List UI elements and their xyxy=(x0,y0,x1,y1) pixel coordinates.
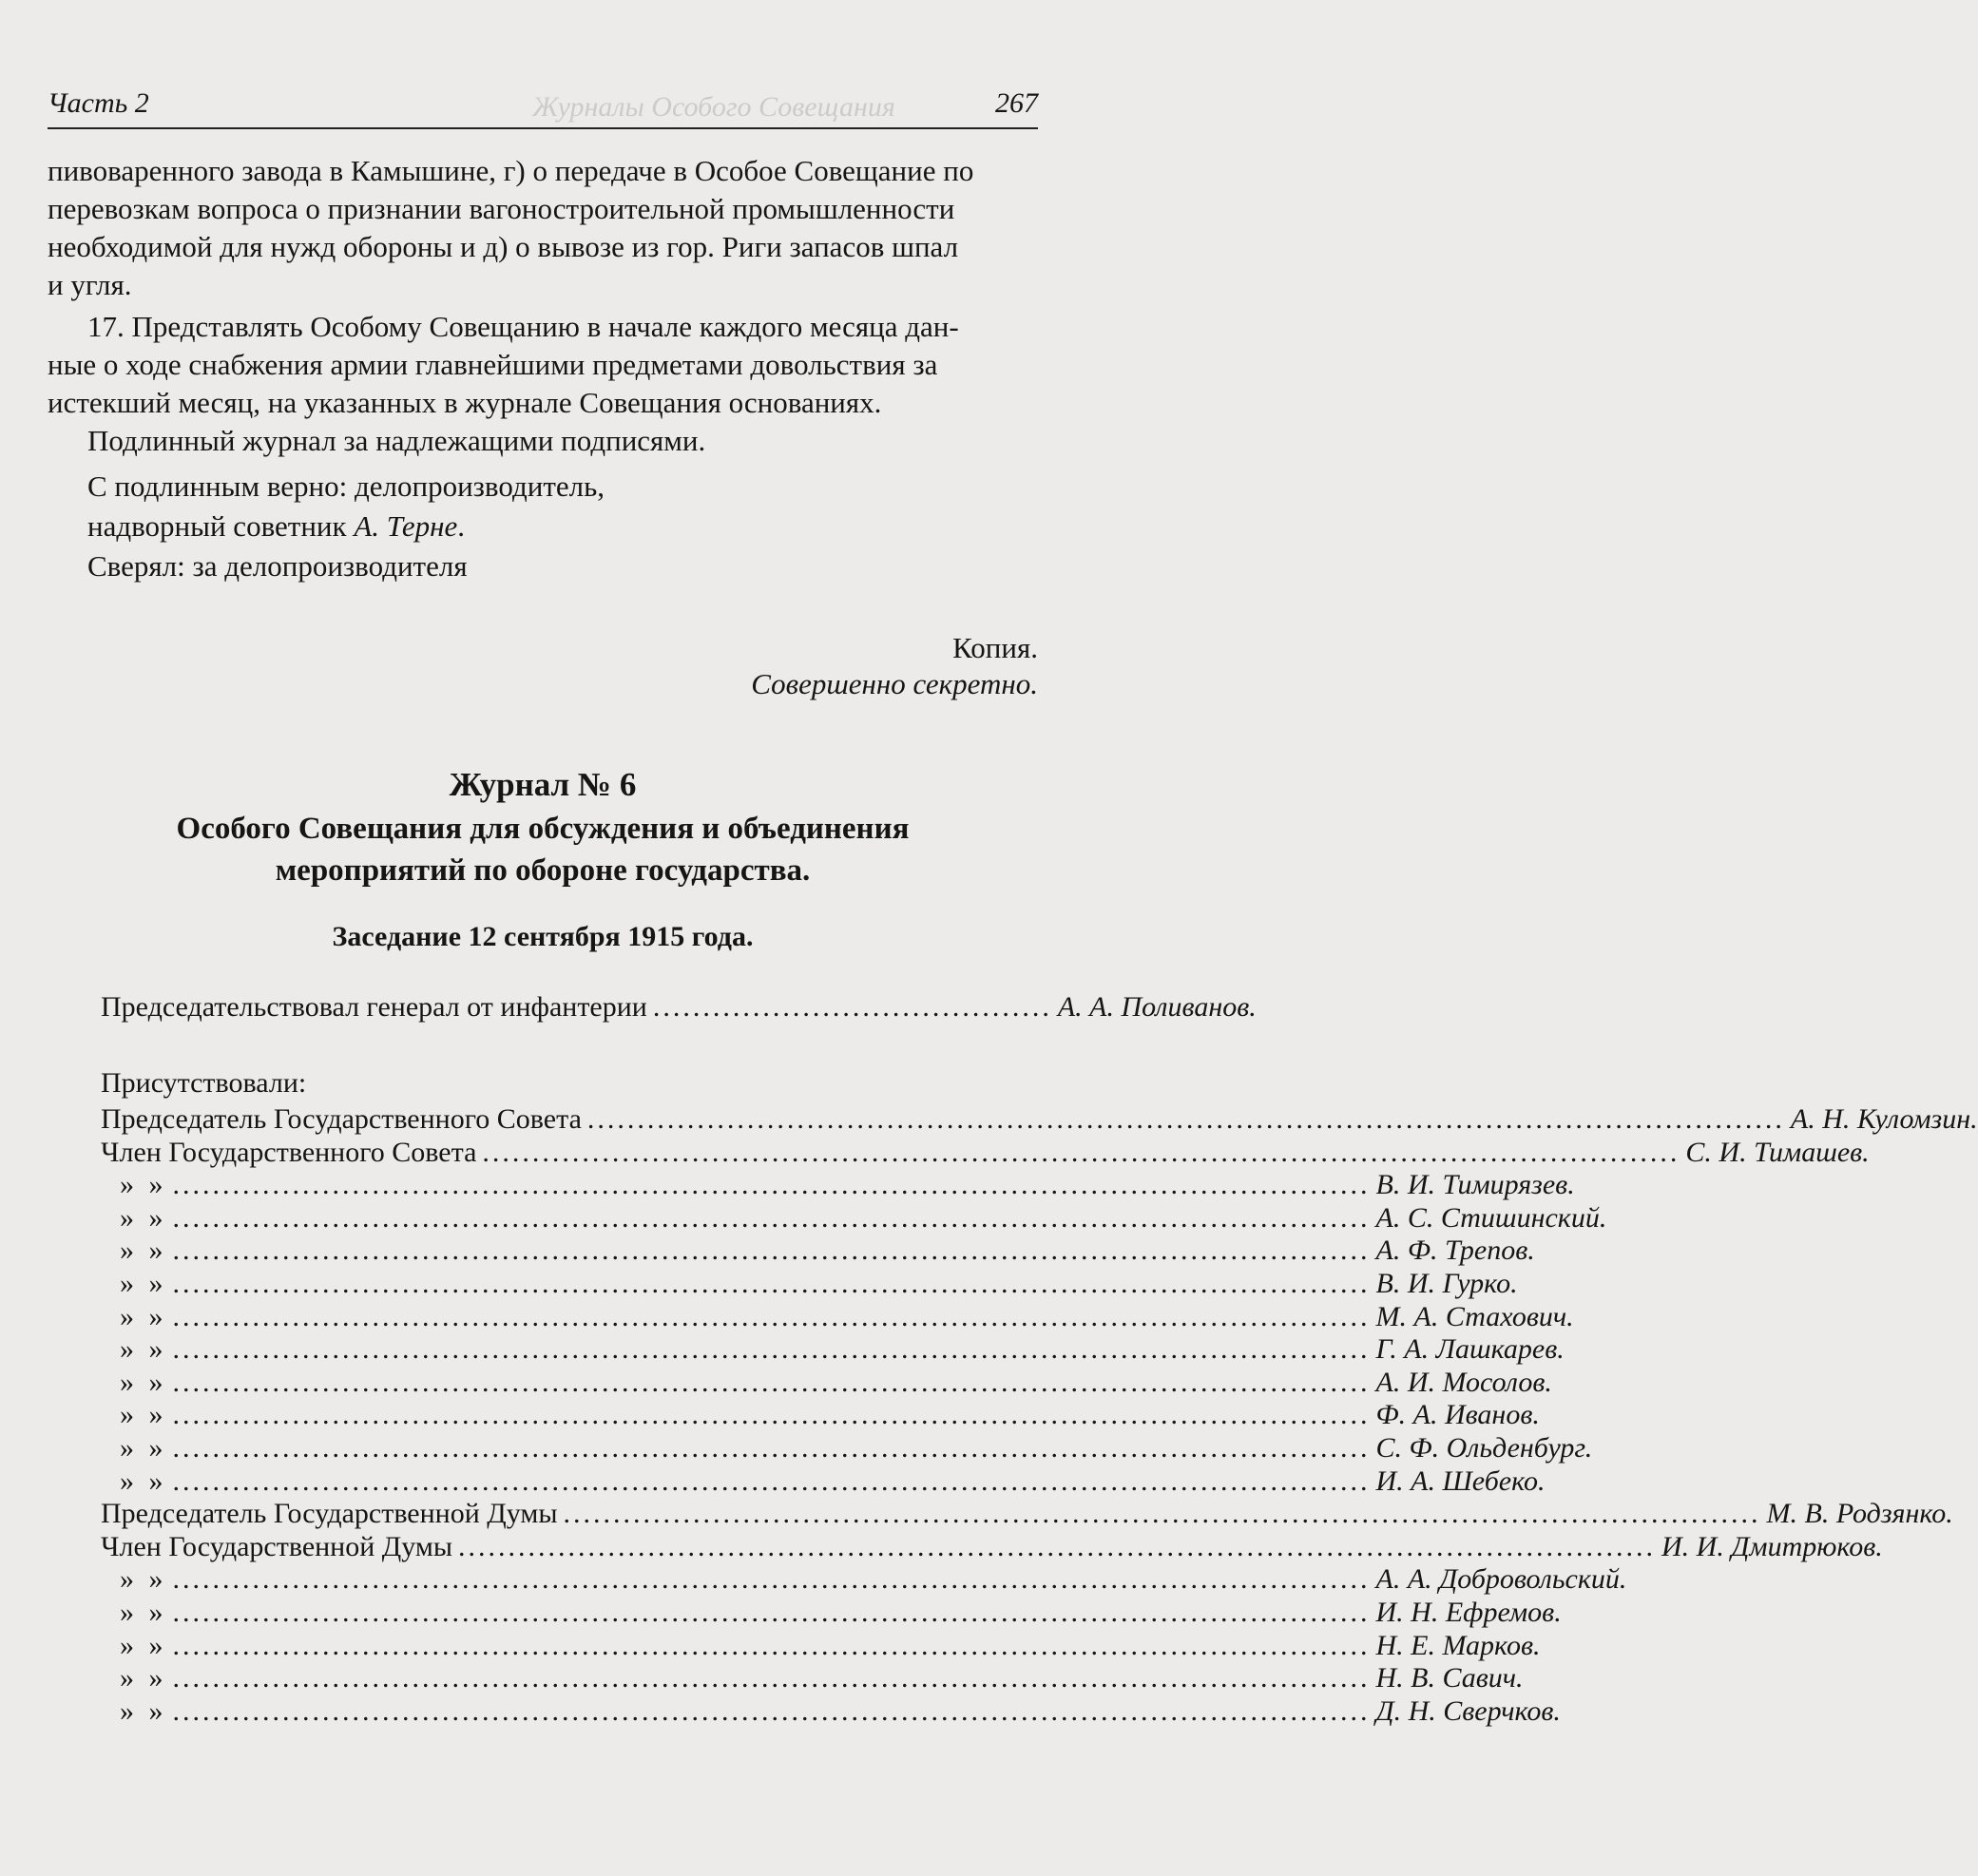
checked-line: Сверял: за делопроизводителя xyxy=(87,549,468,583)
item-17-line: 17. Представлять Особому Совещанию в начале каждого месяца дан- xyxy=(87,310,959,343)
verification-block xyxy=(48,468,1027,506)
session-date: Заседание 12 сентября 1915 года. xyxy=(332,921,754,952)
leader-dots: ........................................................................................................................ xyxy=(172,1301,1371,1332)
leader-dots: ........................................................................................................................ xyxy=(172,1465,1371,1497)
leader-dots: ........................................................................................................................ xyxy=(586,1103,1785,1135)
attendee-name: И. И. Дмитрюков. xyxy=(1661,1531,1883,1562)
verified-signatory: надворный советник А. Терне. xyxy=(87,509,466,543)
journal-subtitle-2: мероприятий по обороне государства. xyxy=(275,853,811,888)
journal-title: Журнал № 6 xyxy=(449,766,637,803)
attendee-row xyxy=(101,1530,1883,1564)
attendee-name: М. А. Стахович. xyxy=(1375,1301,1574,1332)
leader-dots: ........................................ xyxy=(652,991,1052,1023)
attendee-row xyxy=(101,1464,1546,1499)
attendee-row xyxy=(101,1332,1565,1367)
page-number: 267 xyxy=(995,87,1038,119)
copy-label: Копия. xyxy=(952,631,1038,664)
bleed-through: Журналы Особого Совещания xyxy=(532,91,895,123)
ditto-mark: » » xyxy=(120,1432,167,1464)
attendee-name: Ф. А. Иванов. xyxy=(1375,1399,1540,1430)
leader-dots: ........................................................................................................................ xyxy=(563,1498,1761,1529)
ditto-mark: » » xyxy=(120,1202,167,1234)
attendee-name: М. В. Родзянко. xyxy=(1766,1498,1953,1529)
ditto-mark: » » xyxy=(120,1465,167,1497)
leader-dots: ........................................................................................................................ xyxy=(172,1432,1371,1464)
ditto-mark: » » xyxy=(120,1563,167,1595)
attendee-name: А. А. Добровольский. xyxy=(1375,1563,1627,1595)
attendee-name: С. И. Тимашев. xyxy=(1685,1137,1870,1168)
verification-block-2 xyxy=(48,507,1027,546)
journal-subtitle: Особого Совещания для обсуждения и объединения xyxy=(176,812,910,846)
leader-dots: ........................................................................................................................ xyxy=(458,1531,1657,1562)
leader-dots: ........................................................................................................................ xyxy=(172,1333,1371,1365)
item-17-line: истекший месяц, на указанных в журнале Совещания основаниях. xyxy=(48,386,882,419)
intro-line: перевозкам вопроса о признании вагоностроительной промышленности xyxy=(48,192,955,225)
ditto-mark: » » xyxy=(120,1235,167,1266)
attendee-row xyxy=(101,1201,1607,1235)
leader-dots: ........................................................................................................................ xyxy=(172,1169,1371,1200)
ditto-mark: » » xyxy=(120,1597,167,1628)
secret-label: Совершенно секретно. xyxy=(751,667,1038,700)
attendee-row xyxy=(101,1366,1552,1400)
leader-dots: ........................................................................................................................ xyxy=(172,1630,1371,1661)
leader-dots: ........................................................................................................................ xyxy=(172,1268,1371,1299)
intro-line: необходимой для нужд обороны и д) о вывозе из гор. Риги запасов шпал xyxy=(48,230,959,263)
attendee-name: А. С. Стишинский. xyxy=(1375,1202,1607,1234)
attendee-name: С. Ф. Ольденбург. xyxy=(1375,1432,1593,1464)
leader-dots: ........................................................................................................................ xyxy=(172,1695,1371,1727)
attendee-name: А. И. Мосолов. xyxy=(1375,1367,1552,1398)
attendee-row xyxy=(101,1431,1593,1465)
leader-dots: ........................................................................................................................ xyxy=(172,1563,1371,1595)
attendee-name: Н. В. Савич. xyxy=(1375,1662,1524,1694)
item-17-paragraph xyxy=(48,308,1027,460)
ditto-mark: » » xyxy=(120,1367,167,1398)
chair-name: А. А. Поливанов. xyxy=(1057,991,1257,1023)
attendee-row xyxy=(101,1629,1541,1663)
chair-label: Председательствовал генерал от инфантерии xyxy=(101,991,647,1023)
present-label-row xyxy=(101,1066,1038,1101)
attendee-name: И. Н. Ефремов. xyxy=(1375,1597,1562,1628)
attendee-row xyxy=(101,1596,1562,1630)
attendee-row xyxy=(101,1267,1518,1301)
ditto-mark: » » xyxy=(120,1301,167,1332)
intro-line: и угля. xyxy=(48,268,132,301)
attendee-name: Н. Е. Марков. xyxy=(1375,1630,1541,1661)
verified-line: С подлинным верно: делопроизводитель, xyxy=(87,469,605,503)
attendee-title: Член Государственной Думы xyxy=(101,1531,453,1562)
attendee-row xyxy=(101,1300,1574,1334)
attendee-row xyxy=(101,1562,1627,1597)
signatory-name: А. Терне xyxy=(354,509,458,543)
item-17-line: ные о ходе снабжения армии главнейшими предметами довольствия за xyxy=(48,348,938,381)
attendee-title: Член Государственного Совета xyxy=(101,1137,477,1168)
attendee-title: Председатель Государственного Совета xyxy=(101,1103,582,1135)
attendee-name: Д. Н. Сверчков. xyxy=(1375,1695,1561,1727)
leader-dots: ........................................................................................................................ xyxy=(482,1137,1680,1168)
attendee-row xyxy=(101,1102,1978,1137)
attendee-row xyxy=(101,1694,1561,1729)
leader-dots: ........................................................................................................................ xyxy=(172,1235,1371,1266)
ditto-mark: » » xyxy=(120,1333,167,1365)
header-part: Часть 2 xyxy=(48,87,149,119)
chair-row xyxy=(101,990,1257,1024)
ditto-mark: » » xyxy=(120,1268,167,1299)
attendee-name: И. А. Шебеко. xyxy=(1375,1465,1546,1497)
attendee-row xyxy=(101,1234,1535,1268)
ditto-mark: » » xyxy=(120,1169,167,1200)
leader-dots: ........................................................................................................................ xyxy=(172,1662,1371,1694)
attendee-name: Г. А. Лашкарев. xyxy=(1375,1333,1565,1365)
attendee-name: В. И. Тимирязев. xyxy=(1375,1169,1575,1200)
intro-paragraph xyxy=(48,152,1027,304)
attendee-name: А. Ф. Трепов. xyxy=(1375,1235,1535,1266)
attendee-row xyxy=(101,1398,1540,1432)
leader-dots: ........................................................................................................................ xyxy=(172,1597,1371,1628)
attendee-name: А. Н. Куломзин. xyxy=(1790,1103,1978,1135)
leader-dots: ........................................................................................................................ xyxy=(172,1202,1371,1234)
signed-note: Подлинный журнал за надлежащими подписями. xyxy=(87,424,706,457)
ditto-mark: » » xyxy=(120,1662,167,1694)
checked-block xyxy=(48,547,1027,585)
attendee-name: В. И. Гурко. xyxy=(1375,1268,1518,1299)
ditto-mark: » » xyxy=(120,1695,167,1727)
attendee-row xyxy=(101,1497,1953,1531)
attendee-title: Председатель Государственной Думы xyxy=(101,1498,558,1529)
attendee-row xyxy=(101,1136,1870,1170)
leader-dots: ........................................................................................................................ xyxy=(172,1367,1371,1398)
leader-dots: ........................................................................................................................ xyxy=(172,1399,1371,1430)
intro-line: пивоваренного завода в Камышине, г) о передаче в Особое Совещание по xyxy=(48,154,974,187)
attendee-row xyxy=(101,1168,1575,1202)
ditto-mark: » » xyxy=(120,1399,167,1430)
attendee-row xyxy=(101,1661,1524,1695)
ditto-mark: » » xyxy=(120,1630,167,1661)
present-label: Присутствовали: xyxy=(101,1067,307,1099)
